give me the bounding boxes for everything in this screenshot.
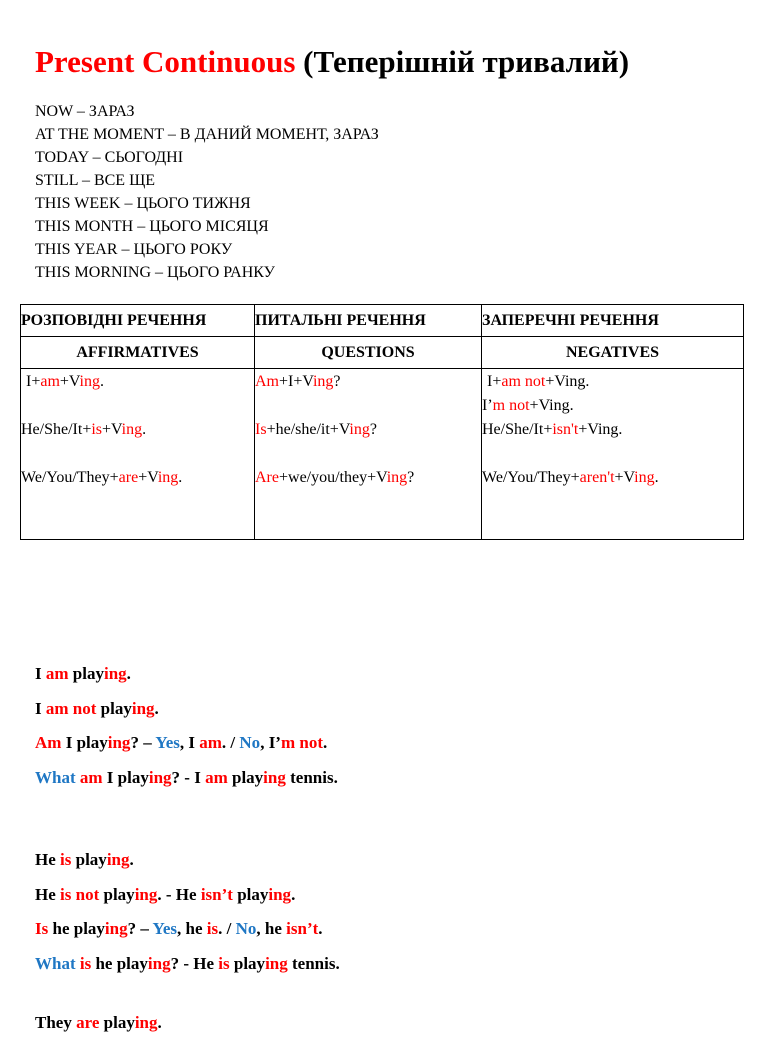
example-highlight: am (199, 733, 222, 752)
time-expressions-list (35, 100, 379, 284)
example-highlight: ing (268, 884, 292, 904)
example-highlight: ing (265, 953, 288, 973)
formula-line (21, 369, 254, 394)
formula-highlight: is (91, 421, 103, 438)
vocab-item: NOW – ЗАРАЗ (35, 103, 135, 120)
example-highlight: is (218, 953, 230, 973)
example-text: tennis. (287, 953, 340, 973)
example-highlight: ing (131, 698, 155, 718)
vocab-item: THIS WEEK – ЦЬОГО ТИЖНЯ (35, 195, 251, 212)
example-text: I play (61, 733, 108, 752)
example-answer: Yes (152, 919, 178, 938)
example-text: play (229, 953, 266, 973)
example-question-word: What (35, 767, 76, 787)
example-text: play (227, 767, 264, 787)
example-text: ? - I (171, 767, 206, 787)
example-text: . (154, 698, 159, 718)
formula-text: +V (59, 373, 80, 390)
header-negatives-ua: ЗАПЕРЕЧНІ РЕЧЕННЯ (482, 305, 744, 337)
example-highlight: ing (148, 767, 172, 787)
example-answer: No (239, 733, 261, 752)
example-highlight: am (205, 767, 228, 787)
example-highlight: ing (134, 884, 158, 904)
example-text: . / (221, 733, 240, 752)
formula-highlight: Is (255, 421, 267, 438)
formula-line (21, 417, 254, 442)
formula-highlight: ing (312, 373, 334, 390)
example-text: . (129, 850, 134, 869)
example-sentence (35, 692, 340, 727)
example-text: . (157, 1013, 162, 1032)
example-text: . / (218, 919, 236, 938)
formula-line (482, 394, 743, 417)
header-affirmatives: AFFIRMATIVES (21, 337, 255, 369)
formula-line (482, 465, 743, 490)
example-text: . - He (157, 884, 201, 904)
formula-highlight: ing (386, 469, 408, 486)
example-sentence (35, 657, 340, 692)
example-text: He (35, 850, 61, 869)
formula-line (482, 369, 743, 394)
example-sentence (35, 843, 340, 878)
example-sentences (35, 657, 340, 1041)
example-question-word: What (35, 953, 76, 973)
page-title (35, 40, 629, 84)
example-highlight: ing (147, 953, 171, 973)
table-row (21, 369, 744, 540)
example-highlight: Am (35, 733, 62, 752)
example-text: he play (91, 953, 148, 973)
example-highlight: ing (263, 767, 286, 787)
formula-highlight: am not (501, 373, 546, 390)
formula-text: He/She/It+ (482, 421, 553, 438)
formula-highlight: are (118, 469, 139, 486)
title-english: Present Continuous (35, 44, 296, 79)
example-highlight: are (76, 1013, 100, 1032)
table-header-row-en (21, 337, 744, 369)
example-highlight: ing (104, 919, 128, 938)
example-sentence (35, 726, 340, 761)
example-text: , I’ (260, 733, 281, 752)
formula-text: +he/she/it+V (266, 421, 350, 438)
formula-text: +V (138, 469, 158, 486)
formula-highlight: aren't (579, 469, 615, 486)
example-text: . (323, 733, 328, 752)
formula-text: +I+V (279, 373, 313, 390)
example-sentence (35, 761, 340, 796)
example-answer: No (235, 919, 257, 938)
example-text: play (232, 884, 269, 904)
formula-text: +V (102, 421, 122, 438)
example-highlight: is (206, 919, 219, 938)
example-text: ? - He (170, 953, 219, 973)
header-questions: QUESTIONS (255, 337, 482, 369)
formula-line (21, 465, 254, 490)
formula-text: ? (369, 421, 377, 438)
formula-text: I’ (482, 397, 493, 414)
formula-line (482, 417, 743, 442)
formula-text: . (99, 373, 104, 390)
header-questions-ua: ПИТАЛЬНІ РЕЧЕННЯ (255, 305, 482, 337)
vocab-item: AT THE MOMENT – В ДАНИЙ МОМЕНТ, ЗАРАЗ (35, 126, 379, 143)
example-text: ? – (130, 733, 156, 752)
example-text: , he (177, 919, 207, 938)
example-highlight: isn’t (286, 919, 319, 938)
example-text: I (35, 664, 46, 683)
example-highlight: isn’t (200, 884, 233, 904)
example-highlight: ing (103, 664, 127, 683)
example-sentence (35, 1006, 340, 1041)
formula-highlight: Am (255, 373, 279, 390)
example-text: play (99, 884, 135, 904)
header-affirmatives-ua: РОЗПОВІДНІ РЕЧЕННЯ (21, 305, 255, 337)
formula-text: +we/you/they+V (278, 469, 387, 486)
table-header-row-ua (21, 305, 744, 337)
example-highlight: Is (35, 919, 49, 938)
formula-text: . (142, 421, 147, 438)
example-highlight: is not (60, 884, 100, 904)
formula-highlight: ing (79, 373, 100, 390)
formula-line (255, 417, 481, 442)
header-negatives: NEGATIVES (482, 337, 744, 369)
example-text: , he (256, 919, 287, 938)
example-highlight: ing (106, 850, 130, 869)
formula-line (255, 369, 481, 394)
formula-text: +Ving. (545, 373, 590, 390)
formula-line (255, 465, 481, 490)
example-highlight: is (75, 953, 92, 973)
example-text: play (99, 1013, 135, 1032)
example-text: . (318, 919, 323, 938)
example-sentence (35, 878, 340, 913)
example-answer: Yes (155, 733, 180, 752)
example-text: tennis. (285, 767, 338, 787)
formula-highlight: am (40, 373, 60, 390)
example-text: I play (102, 767, 149, 787)
example-text: . (291, 884, 296, 904)
example-highlight: m not (280, 733, 323, 752)
formula-highlight: ing (157, 469, 179, 486)
formula-text: . (654, 469, 659, 486)
formula-highlight: Are (255, 469, 279, 486)
formula-text: We/You/They+ (21, 469, 119, 486)
formula-highlight: isn't (552, 421, 579, 438)
vocab-item: TODAY – СЬОГОДНІ (35, 149, 184, 166)
example-highlight: am (45, 664, 69, 683)
example-text: he play (48, 919, 105, 938)
example-highlight: ing (107, 733, 131, 752)
affirmatives-cell (21, 369, 255, 540)
questions-cell (255, 369, 482, 540)
vocab-item: THIS MONTH – ЦЬОГО МІСЯЦЯ (35, 218, 269, 235)
formula-text: He/She/It+ (21, 421, 92, 438)
formula-text: We/You/They+ (482, 469, 580, 486)
example-sentence (35, 947, 340, 982)
grammar-table (20, 304, 744, 540)
example-text: They (35, 1013, 77, 1032)
formula-text: ? (333, 373, 341, 390)
example-text: play (96, 698, 132, 718)
formula-text: +Ving. (578, 421, 623, 438)
formula-text: +V (614, 469, 635, 486)
formula-text: I+ (487, 373, 502, 390)
example-sentence (35, 912, 340, 947)
example-text: play (71, 850, 107, 869)
negatives-cell (482, 369, 744, 540)
title-ukrainian: (Теперішній тривалий) (295, 44, 630, 79)
formula-text: ? (407, 469, 415, 486)
example-text: He (35, 884, 61, 904)
vocab-item: THIS MORNING – ЦЬОГО РАНКУ (35, 264, 275, 281)
example-text: ? – (127, 919, 153, 938)
formula-highlight: ing (634, 469, 655, 486)
formula-text: . (178, 469, 183, 486)
example-highlight: is (60, 850, 72, 869)
example-highlight: am (75, 767, 103, 787)
formula-highlight: ing (121, 421, 143, 438)
vocab-item: THIS YEAR – ЦЬОГО РОКУ (35, 241, 233, 258)
example-text: play (68, 664, 104, 683)
example-highlight: ing (134, 1013, 158, 1032)
formula-text: I+ (26, 373, 41, 390)
formula-highlight: ing (349, 421, 370, 438)
example-text: , I (179, 733, 200, 752)
example-text: . (126, 664, 131, 683)
formula-highlight: m not (492, 397, 530, 414)
example-highlight: am not (45, 698, 97, 718)
vocab-item: STILL – ВСЕ ЩЕ (35, 172, 155, 189)
example-text: I (35, 698, 46, 718)
formula-text: +Ving. (529, 397, 574, 414)
